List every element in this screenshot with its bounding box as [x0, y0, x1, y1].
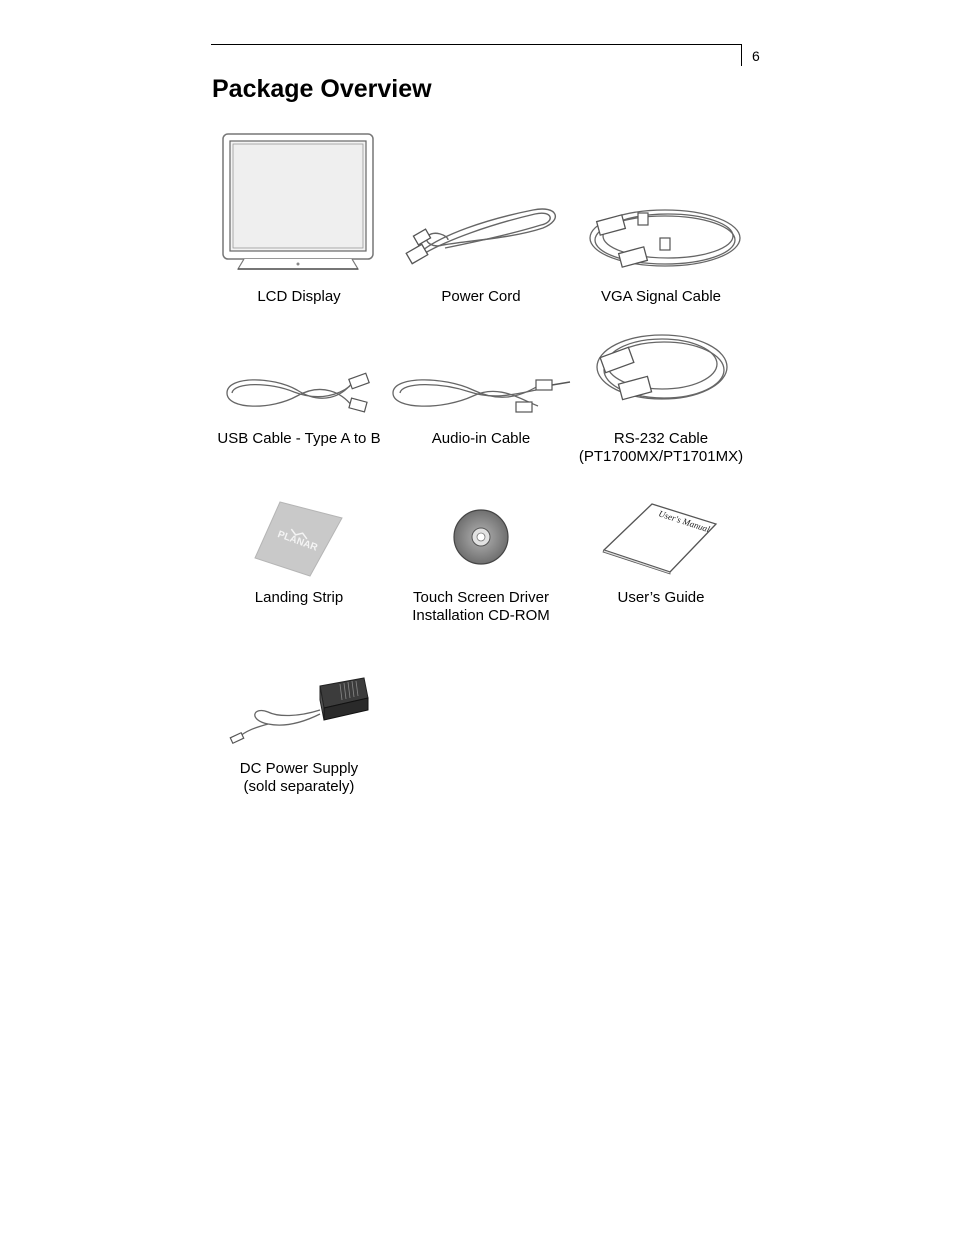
planar-logo: PLANAR	[276, 529, 319, 554]
vga-cable-icon	[580, 198, 745, 278]
caption-line: User’s Guide	[617, 589, 705, 606]
header-rule	[211, 44, 742, 45]
rs232-cable-icon	[590, 322, 735, 417]
caption-line: Landing Strip	[254, 589, 344, 606]
caption-line: USB Cable - Type A to B	[217, 430, 381, 447]
page-title: Package Overview	[212, 75, 432, 103]
caption-line: (sold separately)	[243, 778, 355, 795]
users-guide-icon	[600, 500, 720, 575]
audio-cable-icon	[388, 368, 573, 418]
caption-line: Audio-in Cable	[431, 430, 531, 447]
booklet-title: User's Manual	[657, 508, 712, 535]
caption-line: Installation CD-ROM	[412, 607, 550, 624]
header-tick	[741, 44, 742, 66]
caption-line: (PT1700MX/PT1701MX)	[578, 448, 744, 465]
caption-line: DC Power Supply	[239, 760, 359, 777]
caption-line: LCD Display	[257, 288, 341, 305]
power-cord-icon	[403, 200, 563, 275]
caption-line: Touch Screen Driver	[413, 589, 549, 606]
cd-rom-icon	[452, 508, 510, 566]
caption-line: Power Cord	[441, 288, 521, 305]
page-number: 6	[752, 48, 760, 64]
caption-line: VGA Signal Cable	[600, 288, 722, 305]
usb-cable-icon	[222, 368, 377, 418]
dc-power-supply-icon	[228, 672, 373, 747]
landing-strip-icon	[250, 498, 345, 578]
caption-line: RS-232 Cable	[613, 430, 709, 447]
lcd-display-icon	[220, 132, 380, 277]
